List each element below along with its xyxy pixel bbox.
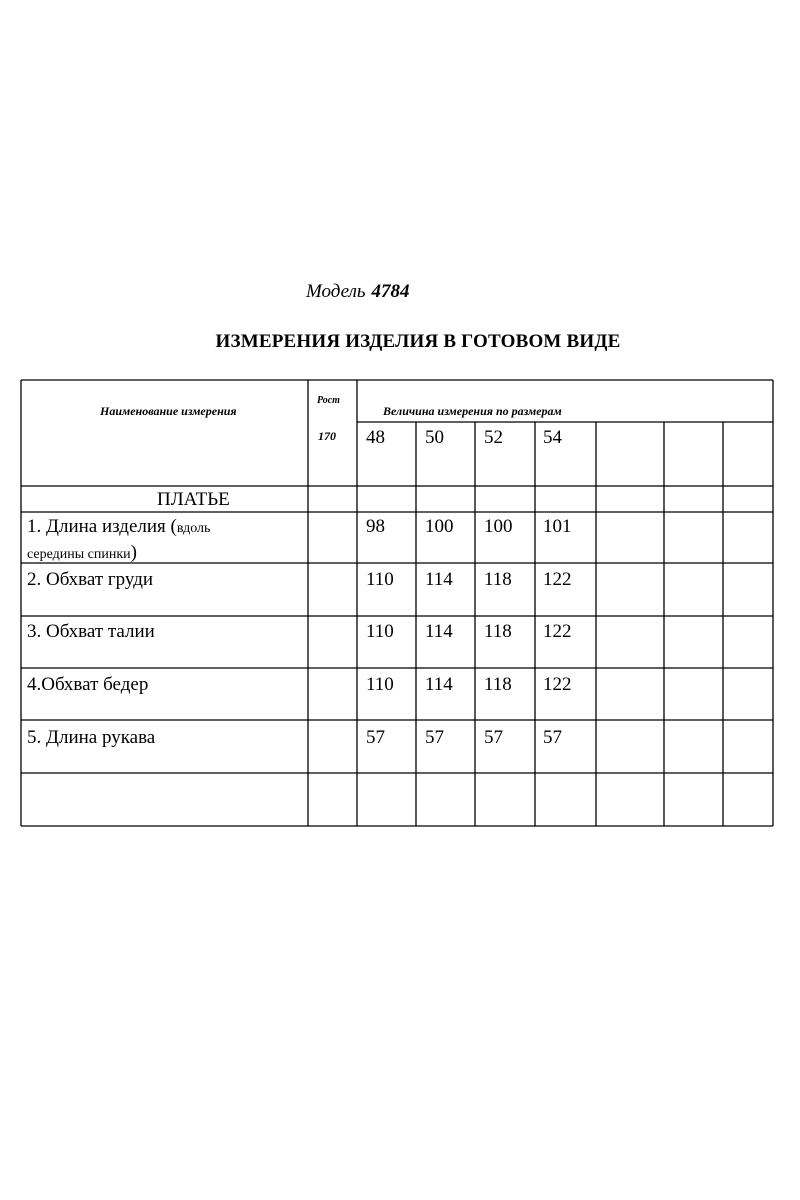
row-1-label: 1. Длина изделия ( [27,516,177,537]
table-cell: 114 [425,569,453,590]
table-cell: 57 [543,727,562,748]
row-1-close: ) [130,542,137,563]
table-cell: 118 [484,621,512,642]
section-title: ПЛАТЬЕ [157,489,230,510]
table-cell: 100 [425,516,454,537]
row-2-label: 2. Обхват груди [27,569,154,590]
model-number: 4784 [371,281,410,302]
table-row-label-cont [27,543,137,562]
size-52: 52 [484,427,503,448]
table-cell: 122 [543,621,572,642]
row-1-note: вдоль [176,521,211,536]
table-cell: 110 [366,674,394,695]
table-cell: 57 [366,727,385,748]
height-label: Рост [317,395,340,406]
table-cell: 114 [425,621,453,642]
table-cell: 122 [543,674,572,695]
table-cell: 118 [484,674,512,695]
sizes-header: Величина измерения по размерам [383,404,562,418]
table-cell: 57 [425,727,444,748]
table-cell: 98 [366,516,385,537]
table-cell: 118 [484,569,512,590]
table-cell: 110 [366,569,394,590]
table-row-label [27,517,210,536]
name-column-header: Наименование измерения [100,404,237,418]
page-title: ИЗМЕРЕНИЯ ИЗДЕЛИЯ В ГОТОВОМ ВИДЕ [215,331,621,352]
size-50: 50 [425,427,444,448]
table-cell: 114 [425,674,453,695]
table-cell: 101 [543,516,572,537]
table-cell: 122 [543,569,572,590]
table-cell: 110 [366,621,394,642]
table-cell: 57 [484,727,503,748]
height-value: 170 [318,429,336,443]
size-54: 54 [543,427,562,448]
row-5-label: 5. Длина рукава [27,727,156,748]
model-label: Модель [306,281,366,302]
row-4-label: 4.Обхват бедер [27,674,149,695]
table-cell: 100 [484,516,513,537]
row-1-note2: середины спинки [27,547,131,562]
size-48: 48 [366,427,385,448]
row-3-label: 3. Обхват талии [27,621,155,642]
